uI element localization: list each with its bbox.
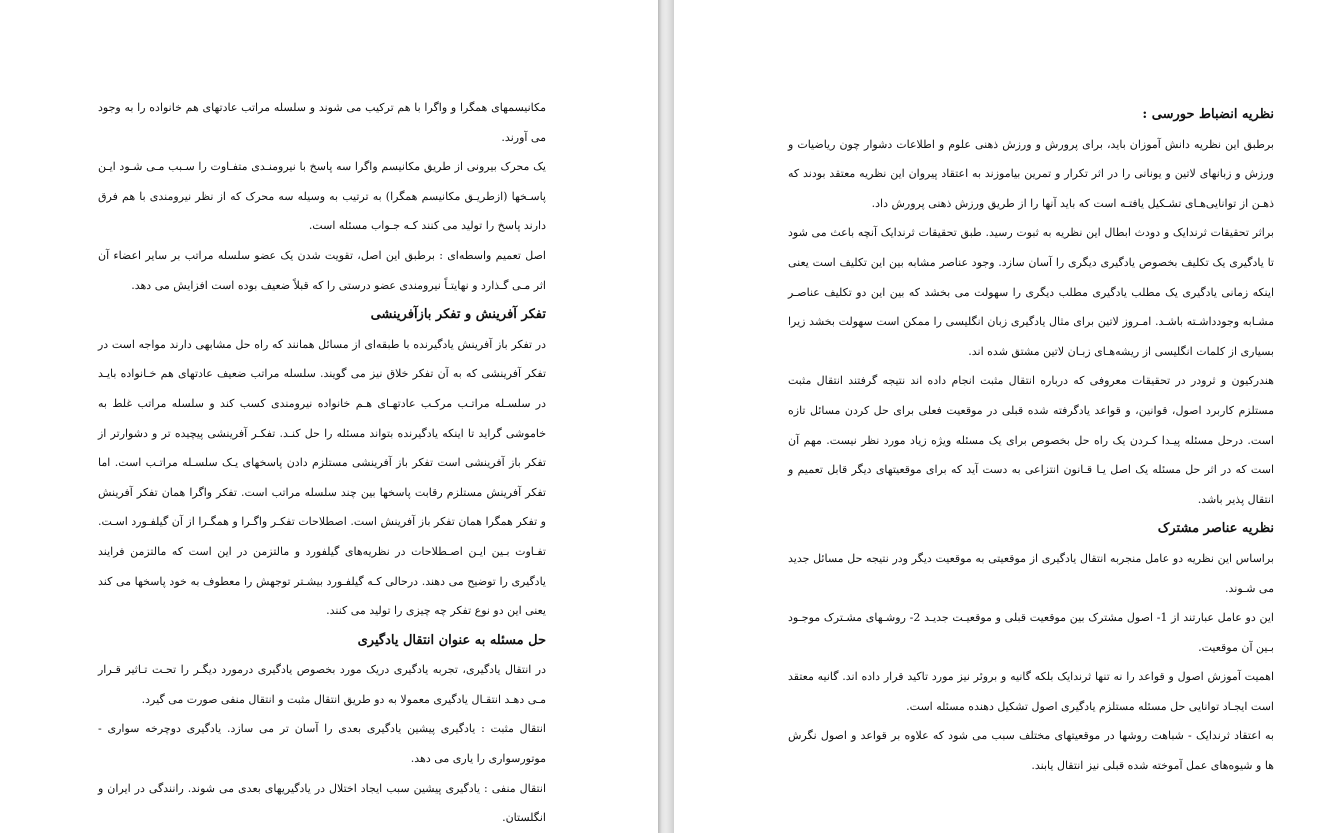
- left-page: [0, 0, 658, 833]
- section-heading: حل مسئله به عنوان انتقال یادگیری: [357, 632, 546, 648]
- section-heading: نظریه عناصر مشترک: [1157, 521, 1274, 537]
- paragraph: این دو عامل عبارتند از 1- اصول مشترک بین موقعیت قبلی و موقعیـت جدیـد 2- روشـهای مشـترک موجـود بـین آن موقعیت.: [788, 611, 1274, 654]
- paragraph: به اعتقاد ثرندایک - شباهت روشها در موقعیتهای مختلف سبب می شود که علاوه بر قواعد و اصول نگرش ها و شیوه‌های عمل آموخته شده قبلی نیز انتقال یابند.: [788, 729, 1274, 773]
- paragraph: اهمیت آموزش اصول و قواعد را نه تنها ثرندایک بلکه گانیه و بروئر نیز مورد تاکید قرار داده اند. گانیه معتقد است ایجـاد توانایی حل مسئله مستلزم یادگیری اصول تشکیل دهنده مسئله است.: [788, 670, 1274, 713]
- paragraph: برطبق این نظریه دانش آموزان باید، برای پرورش و ورزش ذهنی علوم و اطلاعات دشوار چون ریاضیات و ورزش و زبانهای لاتین و یونانی را در اثر تکرار و تمرین بیاموزند به اعتقاد پیروان این نظریه معتقد بودند که ذهـن از توانایی‌هـای تشـکیل یافتـه است که باید آنها را از طریق ورزش ذهنی پرورش داد.: [788, 137, 1274, 210]
- right-page-text: [788, 100, 1274, 781]
- left-page-text: [98, 93, 546, 833]
- right-page: [674, 0, 1340, 833]
- section-heading: تفکر آفرینش و تفکر بازآفرینشی: [370, 307, 546, 323]
- paragraph: براثر تحقیقات ثرندایک و دودث ابطال این نظریه به ثبوت رسید. طبق تحقیقات ثرندایک آنچه باعث می شود تا یادگیری یک تکلیف بخصوص یادگیری دیگری را آسان سازد. وجود عناصر مشابه بین این تکلیف است یعنی اینکه زمانی یادگیری یک مطلب یادگیری مطلب دیگری را سهولت می بخشد که بین این دو تکلیف عناصـر مشـابه وجودداشـته باشـد. امـروز لاتین برای مثال یادگیری زبان انگلیسی را ممکن است سهولت بخشد زیرا بسیاری از کلمات انگلیسی از ریشه‌هـای زبـان لاتین مشتق شده اند.: [788, 226, 1274, 358]
- paragraph: انتقال منفی : یادگیری پیشین سبب ایجاد اختلال در یادگیریهای بعدی می شوند. رانندگی در ایران و انگلستان.: [98, 781, 546, 825]
- paragraph: مکانیسمهای همگرا و واگرا با هم ترکیب می شوند و سلسله مراتب عادتهای هم خانواده را به وجود می آورند.: [98, 101, 546, 144]
- page-gutter: [658, 0, 674, 833]
- paragraph: براساس این نظریه دو عامل منجربه انتقال یادگیری از موقعیتی به موقعیت دیگر ودر نتیجه حل مسائل جدید می شـوند.: [788, 551, 1274, 595]
- paragraph: در انتقال یادگیری، تجربه یادگیری دریک مورد بخصوص یادگیری درمورد دیگـر را تحـت تـاثیر قـرار مـی دهـد انتقـال یادگیری معمولا به دو طریق انتقال مثبت و انتقال منفی صورت می گیرد.: [98, 663, 546, 706]
- section-heading: نظریه انضباط حورسی :: [1142, 107, 1274, 122]
- paragraph: انتقال مثبت : یادگیری پیشین یادگیری بعدی را آسان تر می سازد. یادگیری دوچرخه سواری - موتورسواری را یاری می دهد.: [98, 722, 546, 766]
- paragraph: در تفکر باز آفرینش یادگیرنده با طبقه‌ای از مسائل همانند که راه حل مشابهی دارند مواجه است در تفکر آفرینشی که به آن تفکر خلاق نیز می گویند. سلسله مراتب ضعیف عادتهای هم خـانواده بایـد در سلسـله مراتـب مرکـب عادتهـای هـم خانواده نیرومندی کسب کند و سلسله مراتب غلط به خاموشی گراید تا اینکه یادگیرنده بتواند مسئله را حل کنـد. تفکـر آفرینشی پیچیده تر و دشوارتر از تفکر باز آفرینشی است تفکر باز آفرینشی مستلزم دادن پاسخهای یـک سلسـله مراتـب است. اما تفکر آفرینش مستلزم رقابت پاسخها بین چند سلسله مراتب است. تفکر واگرا همان تفکر آفرینش و تفکر همگرا همان تفکر باز آفرینش است. اصطلاحات تفکـر واگـرا و همگـرا از آن گیلفـورد اسـت. تفـاوت بـین ایـن اصـطلاحات در نظریه‌های گیلفورد و مالتزمن در این است که مالتزمن فرایند یادگیری را توضیح می دهند. درحالی کـه گیلفـورد بیشـتر توجهش را معطوف به خود پاسخها می کند یعنی این دو نوع تفکر چه چیزی را تولید می کنند.: [98, 337, 546, 618]
- paragraph: اصل تعمیم واسطه‌ای : برطبق این اصل، تقویت شدن یک عضو سلسله مراتب بر سایر اعضاء آن اثر مـی گـذارد و نهایتـاً نیرومندی عضو درستی را که قبلاً ضعیف بوده است افزایش می دهد.: [98, 248, 546, 292]
- paragraph: یک محرک بیرونی از طریق مکانیسم واگرا سه پاسخ با نیرومنـدی متفـاوت را سـبب مـی شـود ایـن پاسـخها (ازطریـق مکانیسم همگرا) به ترتیب به وسیله سه محرک که از نظر نیرومندی با هم فرق دارند پاسخ را تولید می کنند کـه جـواب مسئله است.: [98, 160, 546, 233]
- paragraph: هندرکیون و ثرودر در تحقیقات معروفی که درباره انتقال مثبت انجام داده اند نتیجه گرفتند انتقال مثبت مستلزم کاربرد اصول، قوانین، و قواعد یادگرفته شده قبلی در موقعیت فعلی برای حل کردن مسائل تازه است. درحل مسئله پیـدا کـردن یک راه حل بخصوص برای یک مسئله ویژه زیاد مورد نظر نیست. مهم آن است که در اثر حل مسئله یک اصل یـا قـانون انتزاعی به دست آید که برای موقعیتهای دیگر قابل تعمیم و انتقال پذیر باشد.: [788, 374, 1274, 506]
